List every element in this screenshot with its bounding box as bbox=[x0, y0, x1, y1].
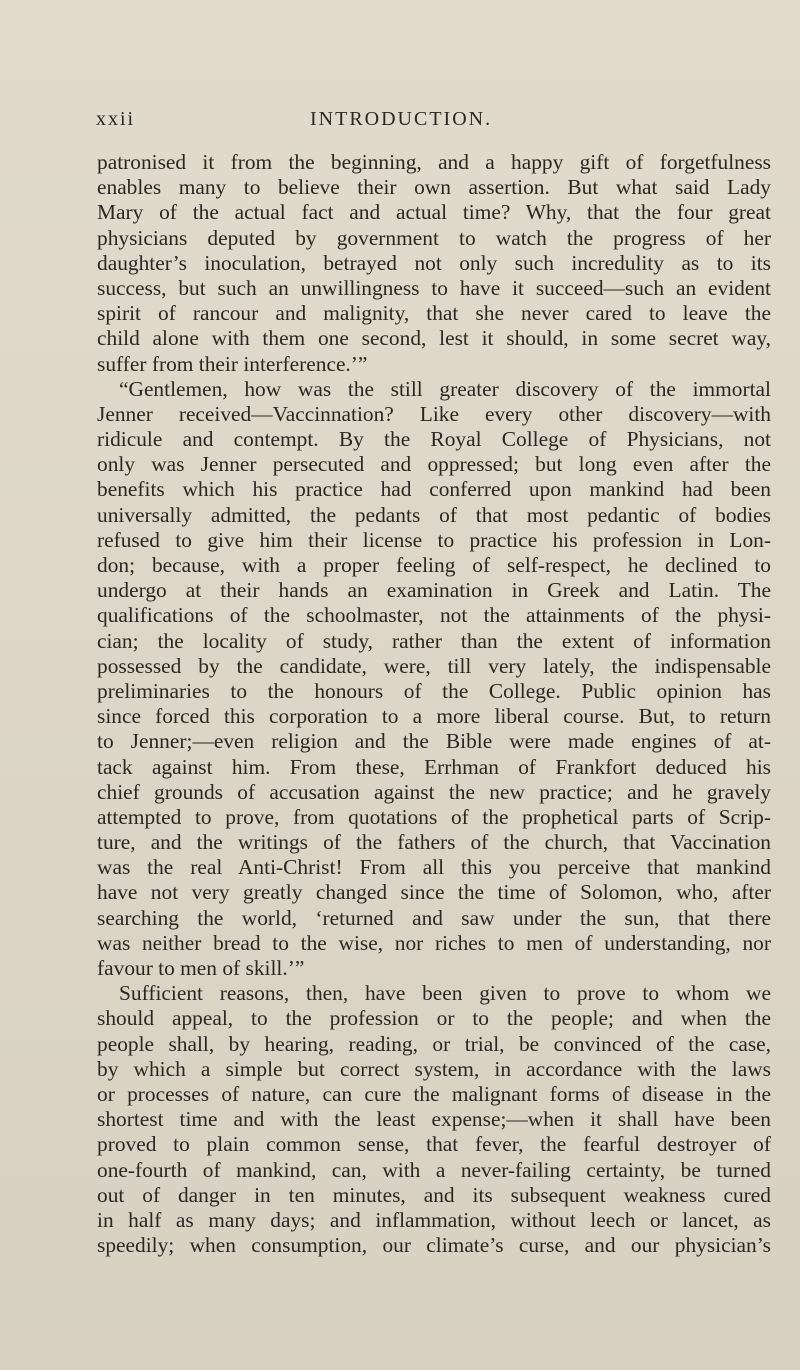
body-text bbox=[97, 150, 771, 1258]
text-line: or processes of nature, can cure the malignant forms of disease in the bbox=[97, 1081, 771, 1106]
running-head: INTRODUCTION. bbox=[310, 108, 493, 130]
text-line: physicians deputed by government to watch the progress of her bbox=[97, 225, 771, 250]
text-line: daughter’s inoculation, betrayed not only such incredulity as to its bbox=[97, 250, 771, 275]
text-line: shortest time and with the least expense;—when it shall have been bbox=[97, 1107, 771, 1132]
text-line: was the real Anti-Christ! From all this you perceive that mankind bbox=[97, 855, 771, 880]
text-line: chief grounds of accusation against the new practice; and he gravely bbox=[97, 779, 771, 804]
text-line: ridicule and contempt. By the Royal College of Physicians, not bbox=[97, 427, 771, 452]
text-line: only was Jenner persecuted and oppressed; but long even after the bbox=[97, 452, 771, 477]
text-line: child alone with them one second, lest it should, in some secret way, bbox=[97, 326, 771, 351]
text-line: since forced this corporation to a more liberal course. But, to return bbox=[97, 704, 771, 729]
text-line: Mary of the actual fact and actual time? Why, that the four great bbox=[97, 200, 771, 225]
text-line: “Gentlemen, how was the still greater discovery of the immortal bbox=[119, 376, 771, 401]
text-line: searching the world, ‘returned and saw under the sun, that there bbox=[97, 905, 771, 930]
text-line: patronised it from the beginning, and a happy gift of forgetfulness bbox=[97, 150, 771, 174]
text-line: should appeal, to the profession or to the people; and when the bbox=[97, 1006, 771, 1031]
page-header bbox=[96, 108, 650, 136]
text-line: don; because, with a proper feeling of self-respect, he declined to bbox=[97, 553, 771, 577]
text-line: proved to plain common sense, that fever, the fearful destroyer of bbox=[97, 1132, 771, 1157]
text-line: cian; the locality of study, rather than the extent of information bbox=[97, 628, 771, 653]
text-line: one-fourth of mankind, can, with a never-failing certainty, be turned bbox=[97, 1157, 771, 1182]
text-line: to Jenner;—even religion and the Bible were made engines of at- bbox=[97, 729, 771, 754]
text-line: refused to give him their license to practice his profession in Lon- bbox=[97, 527, 771, 552]
text-line: enables many to believe their own assertion. But what said Lady bbox=[97, 175, 771, 200]
text-line: spirit of rancour and malignity, that she never cared to leave the bbox=[97, 301, 771, 326]
text-line: undergo at their hands an examination in Greek and Latin. The bbox=[97, 578, 771, 603]
text-line: preliminaries to the honours of the College. Public opinion has bbox=[97, 678, 771, 703]
text-line: possessed by the candidate, were, till very lately, the indispensable bbox=[97, 653, 771, 678]
text-line: universally admitted, the pedants of that most pedantic of bodies bbox=[97, 502, 771, 527]
text-line: suffer from their interference.’” bbox=[97, 351, 368, 376]
text-line: speedily; when consumption, our climate’s curse, and our physician’s bbox=[97, 1233, 771, 1258]
text-line: was neither bread to the wise, nor riches to men of understanding, nor bbox=[97, 930, 771, 955]
text-line: ture, and the writings of the fathers of the church, that Vaccination bbox=[97, 830, 771, 855]
text-line: out of danger in ten minutes, and its subsequent weakness cured bbox=[97, 1182, 771, 1207]
page-number: xxii bbox=[96, 108, 136, 130]
text-line: by which a simple but correct system, in accordance with the laws bbox=[97, 1056, 771, 1081]
text-line: in half as many days; and inflammation, without leech or lancet, as bbox=[97, 1207, 771, 1232]
text-line: attempted to prove, from quotations of the prophetical parts of Scrip- bbox=[97, 804, 771, 829]
text-line: success, but such an unwillingness to have it succeed—such an evident bbox=[97, 275, 771, 300]
text-line: Sufficient reasons, then, have been given to prove to whom we bbox=[119, 981, 771, 1006]
text-line: favour to men of skill.’” bbox=[97, 956, 305, 980]
text-line: qualifications of the schoolmaster, not the attainments of the physi- bbox=[97, 603, 771, 628]
text-line: tack against him. From these, Errhman of Frankfort deduced his bbox=[97, 754, 771, 779]
text-line: people shall, by hearing, reading, or trial, be convinced of the case, bbox=[97, 1031, 771, 1056]
text-line: benefits which his practice had conferred upon mankind had been bbox=[97, 477, 771, 502]
text-line: Jenner received—Vaccinnation? Like every other discovery—with bbox=[97, 401, 771, 426]
text-line: have not very greatly changed since the time of Solomon, who, after bbox=[97, 880, 771, 905]
